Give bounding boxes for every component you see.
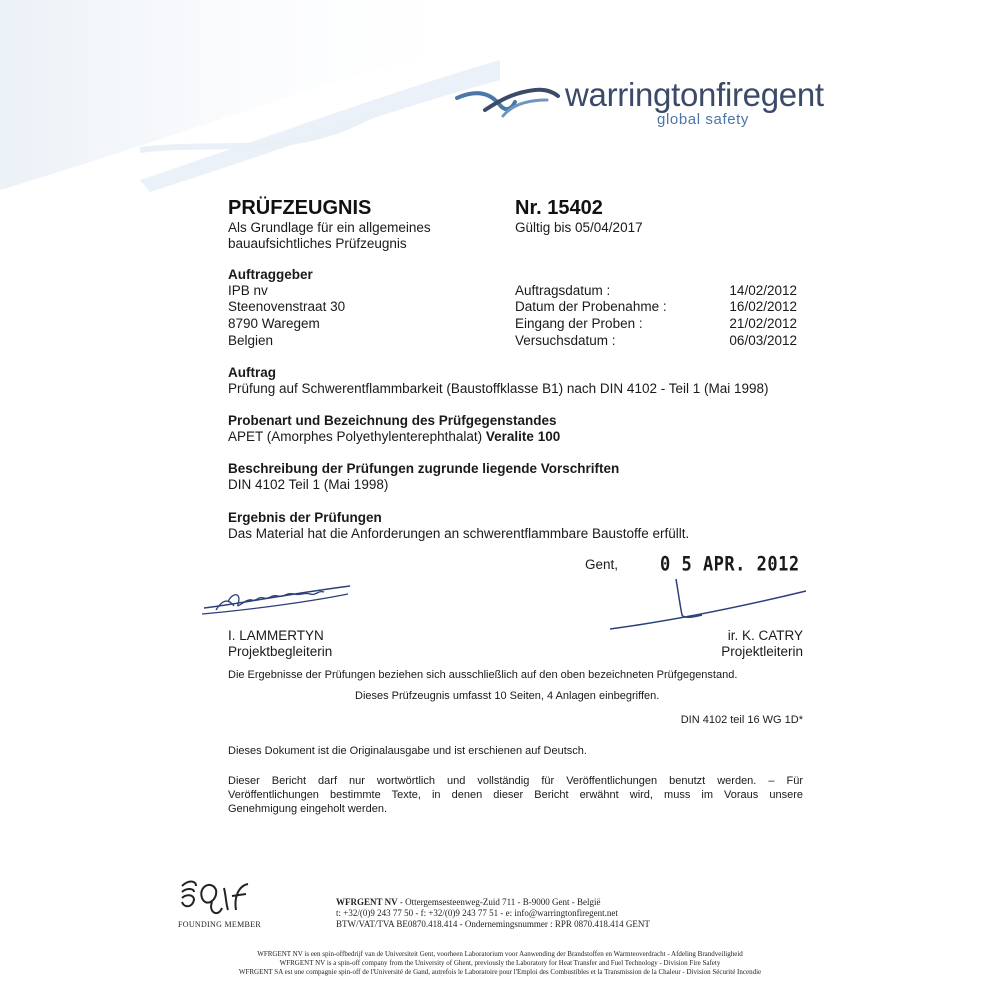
rules-text: DIN 4102 Teil 1 (Mai 1998) xyxy=(228,477,389,492)
signatory-right-name: ir. K. CATRY xyxy=(727,628,803,643)
original-edition-note: Dieses Dokument ist die Originalausgabe und ist erschienen auf Deutsch. xyxy=(228,745,587,757)
signatory-left-role: Projektbegleiterin xyxy=(228,644,333,659)
place: Gent, xyxy=(585,557,619,572)
background-swoosh xyxy=(0,0,500,220)
publication-note-line-3: Genehmigung eingeholt werden. xyxy=(228,803,388,815)
signature-right-image xyxy=(610,575,810,635)
publication-note-line-2: Veröffentlichungen bestimmte Texte, in denen dieser Bericht erwähnt wird, muss im Voraus unsere xyxy=(228,789,803,801)
date-label-order: Auftragsdatum : xyxy=(515,283,611,298)
result-heading: Ergebnis der Prüfungen xyxy=(228,510,382,525)
publication-note-line-1: Dieser Bericht darf nur wortwörtlich und vollständig für Veröffentlichungen benutzt werden. – Für xyxy=(228,775,803,787)
signature-left-image xyxy=(198,580,358,620)
order-text: Prüfung auf Schwerentflammbarkeit (Baustoffklasse B1) nach DIN 4102 - Teil 1 (Mai 1998) xyxy=(228,381,769,396)
footer-legal-nl: WFRGENT NV is een spin-offbedrijf van de Universiteit Gent, voorheen Laboratorium voor Aanwending der Brandstoffen en Warmteoverdracht - Afdeling Brandveiligheid xyxy=(257,950,743,958)
footer-contact: t: +32/(0)9 243 77 50 - f: +32/(0)9 243 77 51 - e: info@warringtonfiregent.net xyxy=(336,908,618,918)
sample-material: APET (Amorphes Polyethylenterephthalat) xyxy=(228,429,483,444)
validity-date: Gültig bis 05/04/2017 xyxy=(515,220,643,235)
subtitle-line-1: Als Grundlage für ein allgemeines xyxy=(228,220,431,235)
report-number: Nr. 15402 xyxy=(515,197,603,219)
footer-registration: BTW/VAT/TVA BE0870.418.414 - Ondernemingsnummer : RPR 0870.418.414 GENT xyxy=(336,919,650,929)
footer-legal-fr: WFRGENT SA est une compagnie spin-off de l'Université de Gand, autrefois le Laboratoire pour l'Emploi des Combustibles et la Transmission de la Chaleur - Division Sécurité Incendie xyxy=(238,968,762,976)
client-country: Belgien xyxy=(228,333,274,348)
sample-product-name: Veralite 100 xyxy=(485,429,561,444)
logo-name: warringtonfiregent xyxy=(565,76,824,113)
pages-note: Dieses Prüfzeugnis umfasst 10 Seiten, 4 Anlagen einbegriffen. xyxy=(355,690,660,702)
rules-heading: Beschreibung der Prüfungen zugrunde liegende Vorschriften xyxy=(228,461,620,476)
signatory-left-name: I. LAMMERTYN xyxy=(228,628,324,643)
footer-company: WFRGENT NV xyxy=(336,897,398,907)
warringtonfiregent-logo-icon xyxy=(455,80,560,120)
date-value-receipt: 21/02/2012 xyxy=(729,316,797,331)
results-scope-note: Die Ergebnisse der Prüfungen beziehen sich ausschließlich auf den oben bezeichneten Prüfgegenstand. xyxy=(228,669,738,681)
client-street: Steenovenstraat 30 xyxy=(228,299,346,314)
footer-legal-en: WFRGENT NV is a spin-off company from the University of Ghent, previously the Laboratory for Heat Transfer and Fuel Technology - Division Fire Safety xyxy=(279,959,721,967)
signatory-right-role: Projektleiterin xyxy=(721,644,803,659)
footer-address: - Ottergemsesteenweg-Zuid 711 - B-9000 Gent - België xyxy=(399,897,601,907)
egolf-caption: FOUNDING MEMBER xyxy=(178,920,261,929)
client-name: IPB nv xyxy=(228,283,268,298)
client-heading: Auftraggeber xyxy=(228,267,313,282)
logo-tagline: global safety xyxy=(657,111,750,128)
date-value-order: 14/02/2012 xyxy=(729,283,797,298)
subtitle-line-2: bauaufsichtliches Prüfzeugnis xyxy=(228,236,407,251)
sample-heading: Probenart und Bezeichnung des Prüfgegenstandes xyxy=(228,413,557,428)
date-label-receipt: Eingang der Proben : xyxy=(515,316,643,331)
sample-text-line xyxy=(228,429,560,445)
footer-address-line xyxy=(336,897,601,907)
date-value-sampling: 16/02/2012 xyxy=(729,299,797,314)
egolf-logo-icon xyxy=(178,878,260,922)
date-label-test: Versuchsdatum : xyxy=(515,333,616,348)
standard-reference: DIN 4102 teil 16 WG 1D* xyxy=(680,714,803,726)
date-label-sampling: Datum der Probenahme : xyxy=(515,299,667,314)
date-stamp: 0 5 APR. 2012 xyxy=(660,553,800,576)
date-value-test: 06/03/2012 xyxy=(729,333,797,348)
document-title: PRÜFZEUGNIS xyxy=(228,197,372,219)
result-text: Das Material hat die Anforderungen an schwerentflammbare Baustoffe erfüllt. xyxy=(228,526,690,541)
client-city: 8790 Waregem xyxy=(228,316,320,331)
order-heading: Auftrag xyxy=(228,365,276,380)
